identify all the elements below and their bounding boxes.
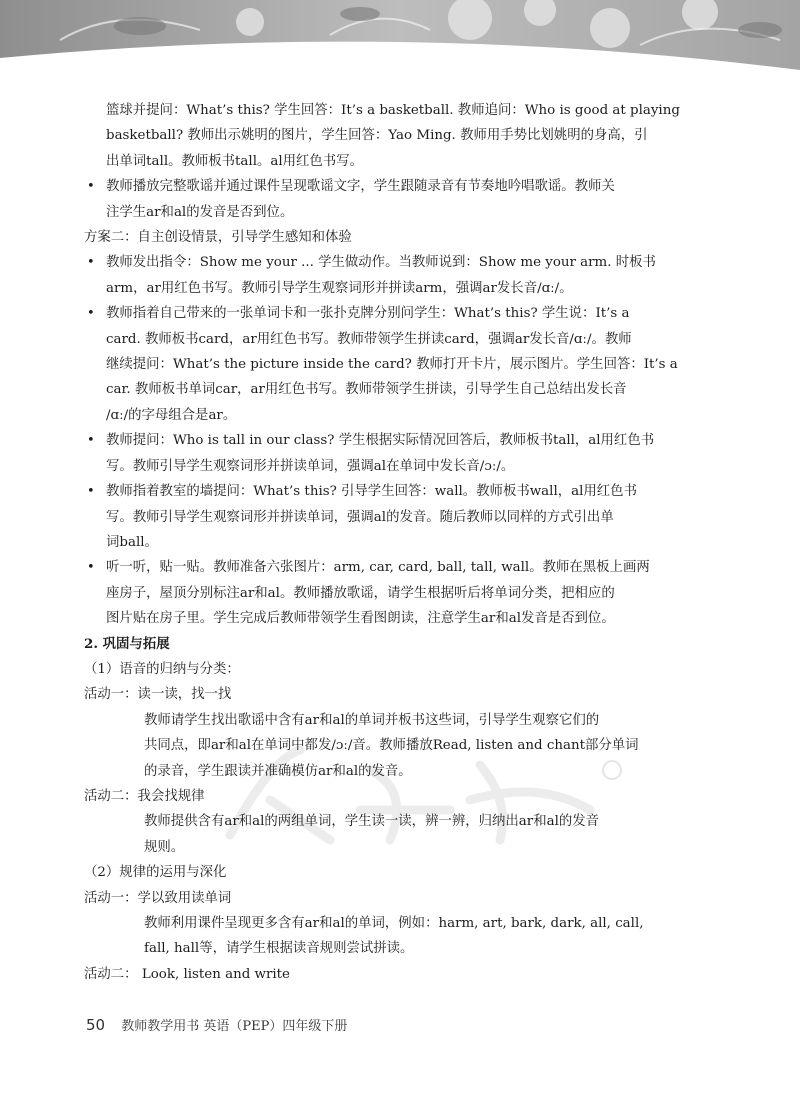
line-text: 活动二： Look, listen and write — [84, 966, 290, 982]
line-text: 写。教师引导学生观察词形并拼读单词，强调al的发音。随后教师以同样的方式引出单 — [106, 509, 614, 525]
text-line — [84, 936, 724, 961]
line-text: 教师发出指令：Show me your ... 学生做动作。当教师说到：Show me your arm. 时板书 — [106, 255, 656, 271]
line-text: 出单词tall。教师板书tall。al用红色书写。 — [106, 153, 363, 169]
text-line — [84, 403, 724, 428]
line-text: 听一听，贴一贴。教师准备六张图片：arm, car, card, ball, tall, wall。教师在黑板上画两 — [106, 560, 650, 576]
line-text: 篮球并提问：What’s this? 学生回答：It’s a basketball. 教师追问：Who is good at playing — [106, 103, 680, 118]
line-text: （1）语音的归纳与分类： — [84, 661, 240, 677]
line-text: 2. 巩固与拓展 — [84, 635, 170, 652]
page-number: 50 — [86, 1016, 106, 1034]
text-line — [84, 327, 724, 352]
text-line — [84, 581, 724, 606]
line-text: 教师提问：Who is tall in our class? 学生根据实际情况回答后，教师板书tall，al用红色书 — [106, 433, 655, 449]
bullet-item — [84, 555, 724, 580]
text-line — [84, 682, 724, 707]
line-text: 教师利用课件呈现更多含有ar和al的单词，例如：harm, art, bark, dark, all, call, — [144, 916, 644, 931]
bullet-icon: • — [87, 306, 95, 322]
section-heading — [84, 632, 724, 657]
line-text: arm，ar用红色书写。教师引导学生观察词形并拼读arm，强调ar发长音/ɑː/。 — [106, 280, 573, 296]
text-line — [84, 759, 724, 784]
text-line — [84, 886, 724, 911]
bullet-icon: • — [87, 433, 95, 449]
text-line — [84, 276, 724, 301]
text-line — [84, 809, 724, 834]
bullet-item — [84, 174, 724, 199]
text-line — [84, 530, 724, 555]
bullet-item — [84, 428, 724, 453]
bullet-item — [84, 301, 724, 326]
text-line — [84, 784, 724, 809]
bullet-icon: • — [87, 255, 95, 271]
line-text: car. 教师板书单词car，ar用红色书写。教师带领学生拼读，引导学生自己总结出发长音 — [106, 382, 627, 398]
line-text: 方案二：自主创设情景，引导学生感知和体验 — [84, 230, 352, 246]
line-text: （2）规律的运用与深化 — [84, 865, 227, 881]
text-line — [84, 657, 724, 682]
text-line — [84, 377, 724, 402]
line-text: 继续提问：What’s the picture inside the card? 教师打开卡片，展示图片。学生回答：It’s a — [106, 357, 678, 373]
line-text: 写。教师引导学生观察词形并拼读单词，强调al在单词中发长音/ɔː/。 — [106, 458, 515, 474]
text-line — [84, 505, 724, 530]
bullet-icon: • — [87, 560, 95, 576]
line-text: 注学生ar和al的发音是否到位。 — [106, 204, 294, 220]
page-footer — [86, 1015, 347, 1034]
text-line — [84, 962, 724, 987]
line-text: 活动一：读一读，找一找 — [84, 687, 232, 703]
line-text: 教师提供含有ar和al的两组单词，学生读一读，辨一辨，归纳出ar和al的发音 — [144, 814, 600, 830]
line-text: 教师播放完整歌谣并通过课件呈现歌谣文字，学生跟随录音有节奏地吟唱歌谣。教师关 — [106, 179, 615, 195]
text-line — [84, 98, 724, 123]
text-line — [84, 860, 724, 885]
line-text: 共同点，即ar和al在单词中都发/ɔː/音。教师播放Read, listen and chant部分单词 — [144, 738, 639, 754]
line-text: 的录音，学生跟读并准确模仿ar和al的发音。 — [144, 763, 412, 779]
decorative-header-banner — [0, 0, 800, 92]
text-line — [84, 454, 724, 479]
book-title: 教师教学用书 英语（PEP）四年级下册 — [121, 1019, 348, 1034]
text-line — [84, 733, 724, 758]
text-line — [84, 149, 724, 174]
line-text: basketball? 教师出示姚明的图片，学生回答：Yao Ming. 教师用手势比划姚明的身高，引 — [106, 128, 648, 144]
line-text: 活动二：我会找规律 — [84, 788, 205, 804]
line-text: card. 教师板书card，ar用红色书写。教师带领学生拼读card，强调ar发长音/ɑː/。教师 — [106, 331, 632, 347]
line-text: 教师指着教室的墙提问：What’s this? 引导学生回答：wall。教师板书wall，al用红色书 — [106, 484, 637, 500]
text-line — [84, 708, 724, 733]
text-line — [84, 123, 724, 148]
bullet-item — [84, 479, 724, 504]
bullet-item — [84, 250, 724, 275]
text-line — [84, 225, 724, 250]
bullet-icon: • — [87, 179, 95, 195]
bullet-icon: • — [87, 484, 95, 500]
line-text: 规则。 — [144, 839, 185, 855]
line-text: fall, hall等，请学生根据读音规则尝试拼读。 — [144, 941, 414, 957]
text-line — [84, 606, 724, 631]
text-line — [84, 911, 724, 936]
body-text — [84, 98, 724, 987]
line-text: 词ball。 — [106, 534, 158, 550]
line-text: 活动一：学以致用读单词 — [84, 890, 232, 906]
line-text: 教师请学生找出歌谣中含有ar和al的单词并板书这些词，引导学生观察它们的 — [144, 712, 600, 728]
text-line — [84, 200, 724, 225]
line-text: 教师指着自己带来的一张单词卡和一张扑克牌分别问学生：What’s this? 学生说：It’s a — [106, 306, 630, 322]
line-text: /ɑː/的字母组合是ar。 — [106, 407, 237, 423]
line-text: 座房子，屋顶分别标注ar和al。教师播放歌谣，请学生根据听后将单词分类，把相应的 — [106, 585, 615, 601]
text-line — [84, 352, 724, 377]
text-line — [84, 835, 724, 860]
line-text: 图片贴在房子里。学生完成后教师带领学生看图朗读，注意学生ar和al发音是否到位。 — [106, 611, 615, 627]
